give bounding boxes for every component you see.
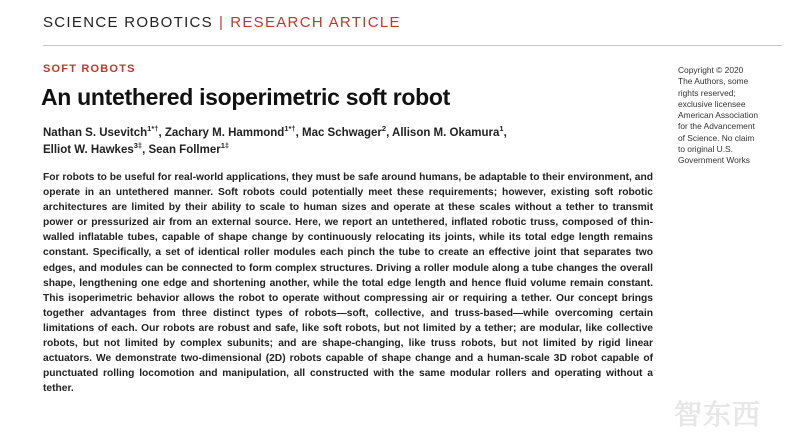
journal-name: SCIENCE ROBOTICS xyxy=(43,14,213,31)
copyright-line: to original U.S. xyxy=(678,144,733,155)
author-affiliation: 3‡ xyxy=(133,141,143,151)
author-name[interactable]: Nathan S. Usevitch xyxy=(43,127,148,139)
author-affiliation: 2 xyxy=(381,124,387,134)
author-affiliation: 1‡ xyxy=(220,141,230,151)
author-separator: , xyxy=(386,127,393,139)
copyright-notice xyxy=(678,65,788,167)
watermark-logo: 智东西 xyxy=(674,399,762,430)
copyright-line: for the Advancement xyxy=(678,121,755,132)
header-divider xyxy=(43,45,782,46)
author-affiliation: 1*† xyxy=(284,124,296,134)
author-separator: , xyxy=(142,144,149,156)
journal-header xyxy=(43,14,780,31)
copyright-line: Government Works xyxy=(678,155,750,166)
article-type: RESEARCH ARTICLE xyxy=(230,14,401,31)
copyright-line: Copyright © 2020 xyxy=(678,65,744,75)
author-name[interactable]: Sean Follmer xyxy=(148,144,221,156)
author-name[interactable]: Allison M. Okamura xyxy=(392,127,500,139)
article-title: An untethered isoperimetric soft robot xyxy=(41,84,451,110)
author-name[interactable]: Mac Schwager xyxy=(301,127,382,139)
copyright-line: exclusive licensee xyxy=(678,98,746,109)
header-separator: | xyxy=(219,14,225,31)
author-separator: , xyxy=(295,127,302,139)
author-list xyxy=(43,125,643,159)
copyright-line: American Association xyxy=(678,110,759,121)
abstract-text: For robots to be useful for real-world applications, they must be safe around humans, be adaptable to their environment, and operate in an untethered manner. Soft robots could potentially meet these requirements; however, existing soft robotic architectures are limited by their ability to scale to human sizes and operate at these scales without a tether to transmit power or pressurized air from an external source. Here, we report an untethered, inflated robotic truss, composed of thin-walled inflatable tubes, capable of shape change by continuously relocating its joints, while its total edge length remains constant. Specifically, a set of identical roller modules each pinch the tube to create an effective joint that separates two edges, and modules can be connected to form complex structures. Driving a roller module along a tube changes the overall shape, lengthening one edge and shortening another, while the total edge length and hence fluid volume remain constant. This isoperimetric behavior allows the robot to operate without compressing air or requiring a tether. Our concept brings together advantages from three distinct types of robots—soft, collective, and truss-based—while overcoming certain limitations of each. Our robots are robust and safe, like soft robots, but not limited by a tether; are modular, like collective robots, but not limited by complex subunits; and are shape-changing, like truss robots, but not limited by rigid linear actuators. We demonstrate two-dimensional (2D) robots capable of shape change and a human-scale 3D robot capable of punctuated rolling locomotion and manipulation, all constructed with the same modular rollers and operating without a tether. xyxy=(43,172,653,395)
copyright-line: of Science. No claim xyxy=(678,132,755,143)
author-separator: , xyxy=(503,127,507,139)
copyright-line: rights reserved; xyxy=(678,87,736,98)
section-label: SOFT ROBOTS xyxy=(43,63,136,75)
copyright-line: The Authors, some xyxy=(678,76,749,87)
author-affiliation: 1*† xyxy=(147,124,159,134)
author-separator: , xyxy=(158,127,165,139)
author-name[interactable]: Elliot W. Hawkes xyxy=(43,144,134,156)
author-affiliation: 1 xyxy=(499,124,504,134)
author-name[interactable]: Zachary M. Hammond xyxy=(164,127,285,139)
